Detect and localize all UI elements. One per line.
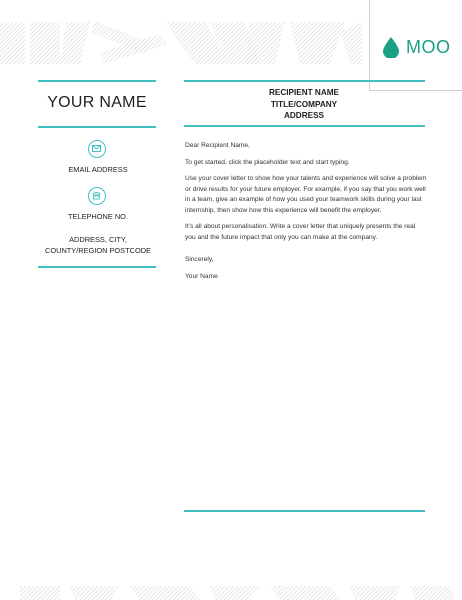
sender-email: EMAIL ADDRESS <box>68 165 128 174</box>
telephone-icon <box>88 187 106 205</box>
right-recipient-rule <box>184 125 425 127</box>
envelope-icon <box>88 140 106 158</box>
sender-name: YOUR NAME <box>47 94 147 111</box>
logo-box <box>369 0 462 91</box>
paragraph-3: It’s all about personalisation. Write a cover letter that uniquely presents the real you and the future impact that only you can make at the company. <box>185 223 416 241</box>
paragraph-2: Use your cover letter to show how your talents and experience will solve a problem or drive results for your future employer. For example, if you say that you work well in a team, give an example of how you used your teamwork skills during your last internship, then show how this experience will benefit the employer. <box>185 175 427 214</box>
left-bottom-rule <box>38 266 156 268</box>
recipient-block <box>184 87 424 122</box>
closing: Sincerely, <box>185 256 214 263</box>
recipient-address: ADDRESS <box>283 111 325 120</box>
letter-body <box>185 141 427 288</box>
decorative-pattern-bottom <box>0 586 462 600</box>
sender-phone: TELEPHONE NO. <box>68 212 128 221</box>
right-top-rule <box>184 80 425 82</box>
salutation: Dear Recipient Name, <box>185 142 250 149</box>
left-top-rule <box>38 80 156 82</box>
sender-address-line1: ADDRESS, CITY, <box>69 235 127 244</box>
signature: Your Name <box>185 272 218 280</box>
drop-logo-icon <box>383 37 399 58</box>
paragraph-1: To get started, click the placeholder text and start typing. <box>185 158 350 166</box>
recipient-title: TITLE/COMPANY <box>270 99 338 109</box>
right-bottom-rule <box>184 510 425 512</box>
sender-address-line2: COUNTY/REGION POSTCODE <box>45 246 151 255</box>
left-name-rule <box>38 126 156 128</box>
recipient-name: RECIPIENT NAME <box>268 88 340 97</box>
logo-text: MOO <box>406 37 451 57</box>
